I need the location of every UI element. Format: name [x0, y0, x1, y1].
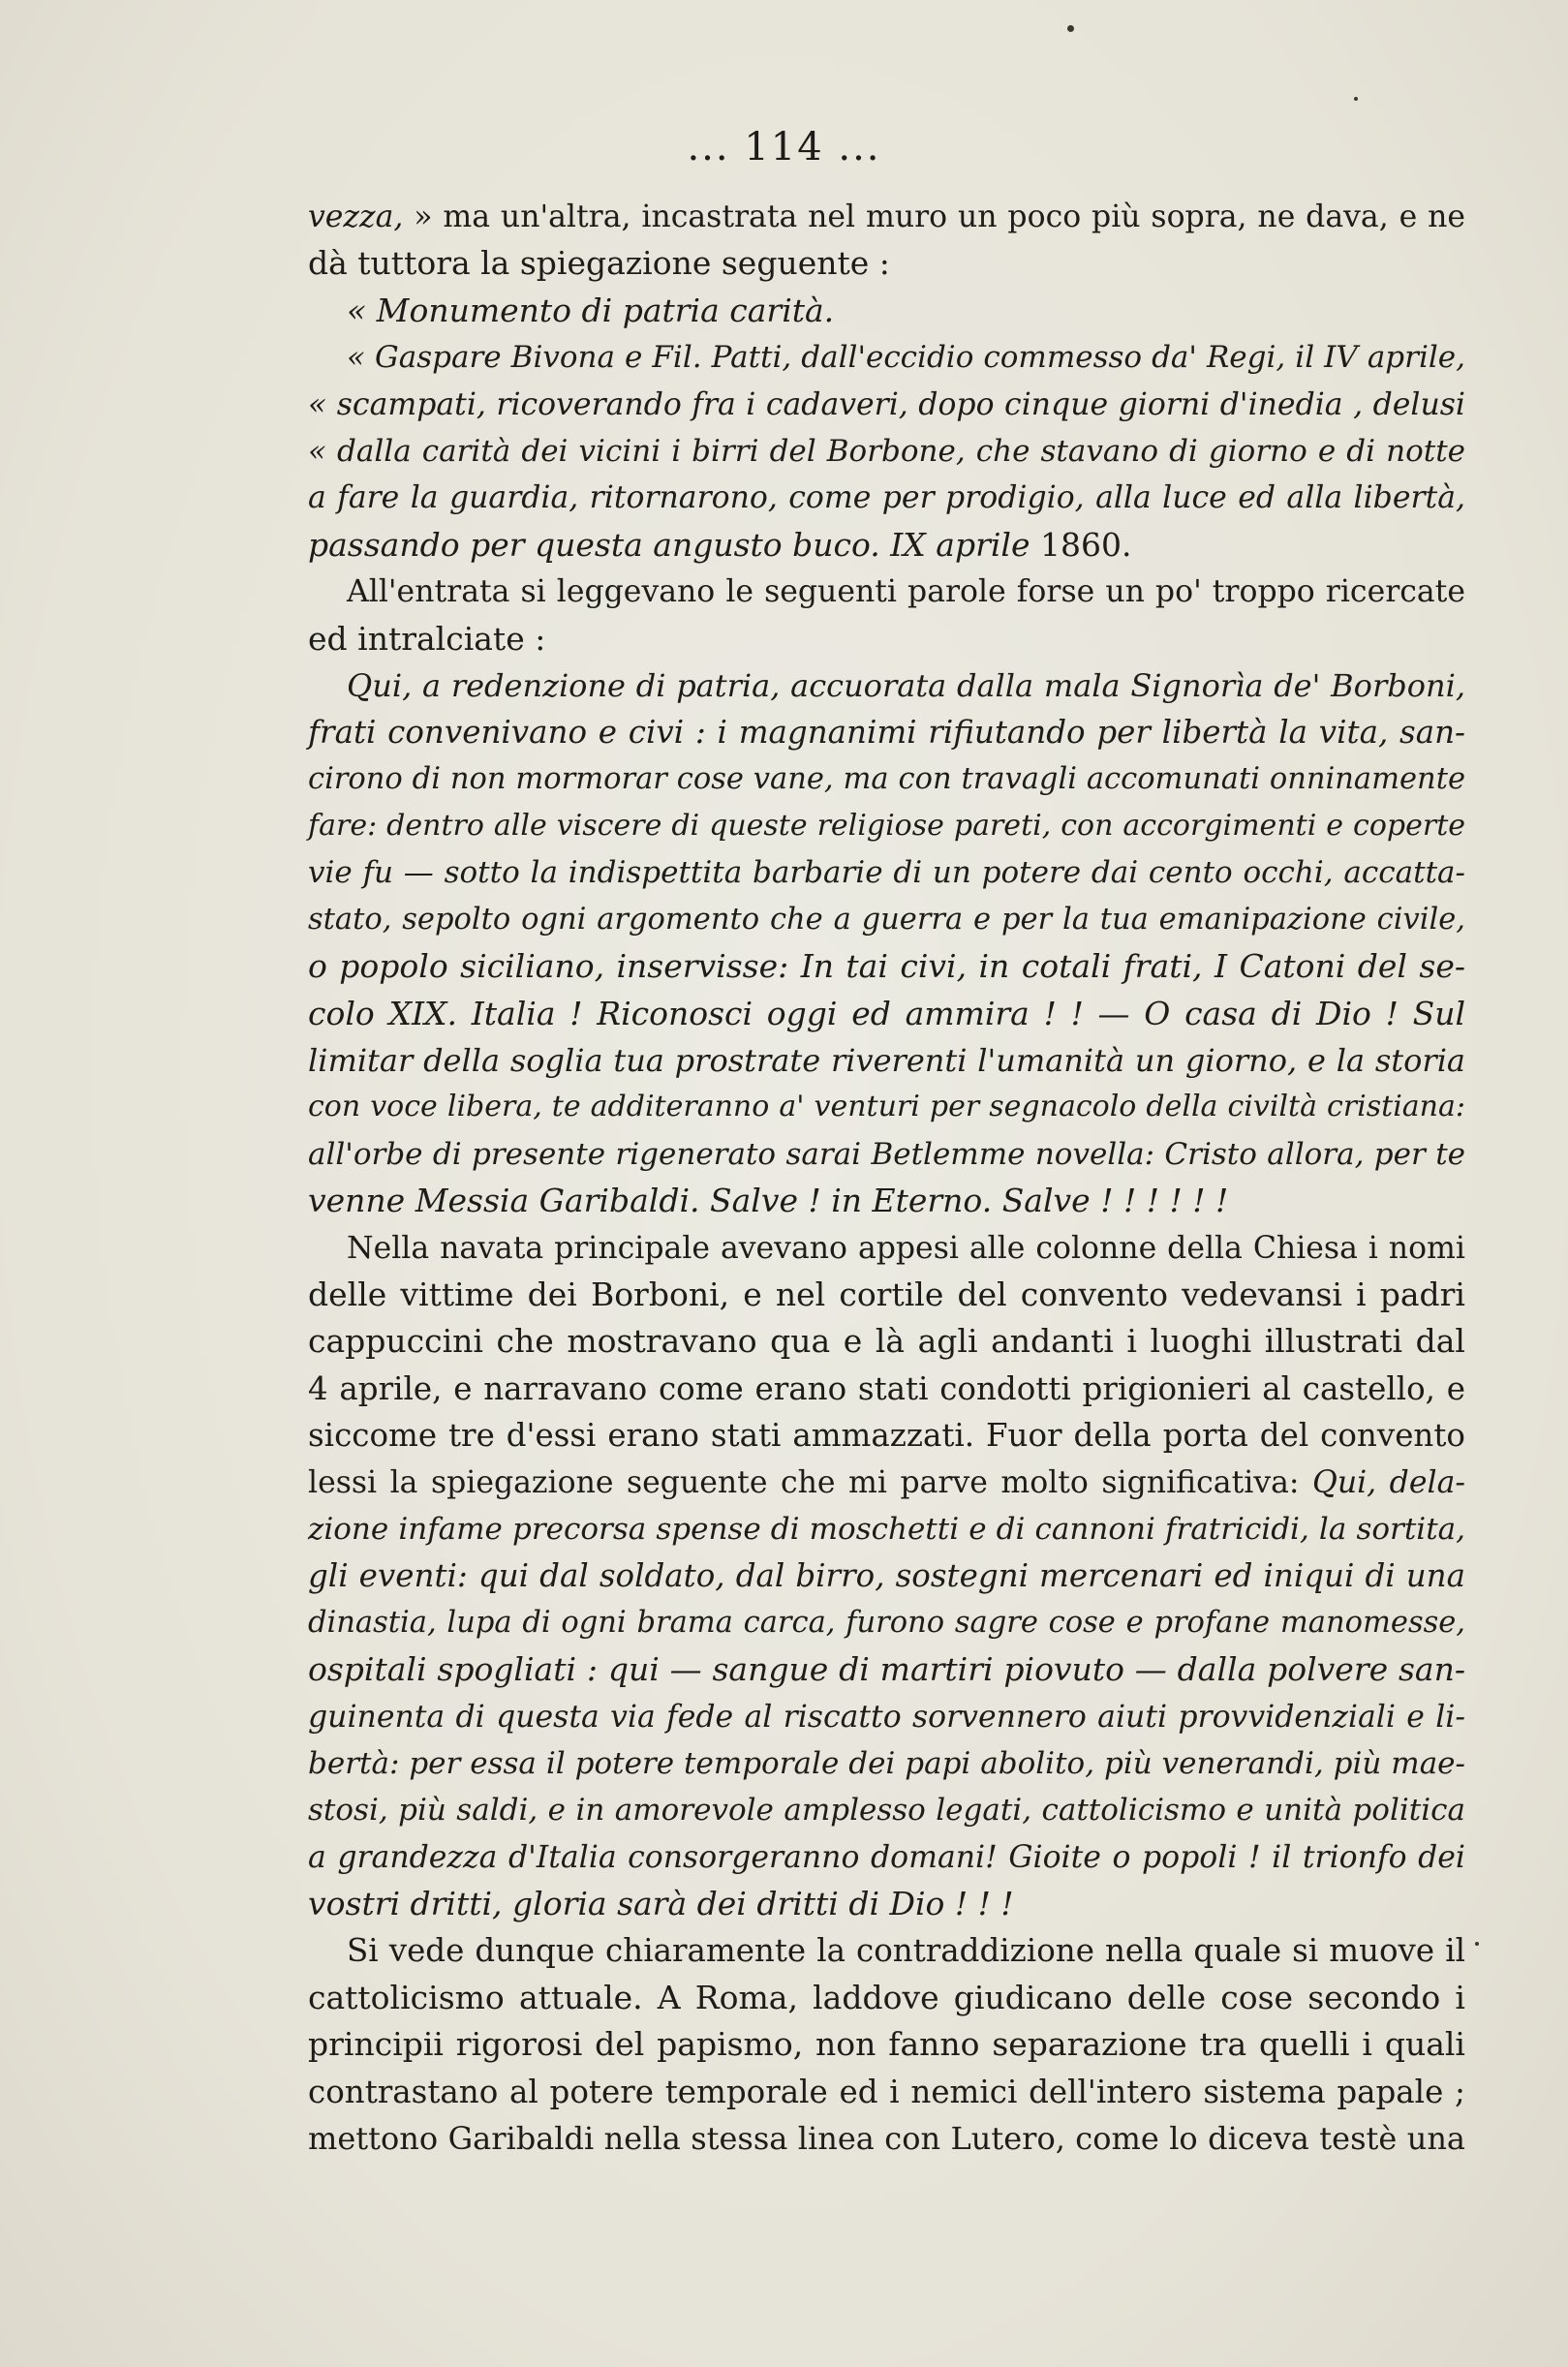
text-line [308, 1740, 1465, 1787]
italic-text-run: cirono di non mormorar cose vane, ma con travagli accomunati onninamente [308, 761, 1465, 796]
italic-text-run: « Gaspare Bivona e Fil. Patti, dall'eccidio commesso da' Regi, il IV aprile, [347, 340, 1465, 376]
italic-text-run: stosi, più saldi, e in amorevole amplesso legati, cattolicismo e unità politica [308, 1793, 1465, 1829]
text-run: delle vittime dei Borboni, e nel cortile del convento vedevansi i padri [308, 1275, 1465, 1313]
text-run: ed intralciate : [308, 619, 546, 658]
text-line [308, 2115, 1465, 2162]
italic-text-run: vie fu — sotto la indispettita barbarie di un potere dai cento occhi, accatta- [308, 855, 1465, 891]
text-line [308, 1225, 1465, 1272]
text-line [308, 662, 1465, 709]
text-run: 4 aprile, e narravano come erano stati condotti prigionieri al castello, e [308, 1369, 1465, 1407]
text-line [308, 1506, 1465, 1552]
text-line [308, 1600, 1465, 1646]
text-line [308, 1694, 1465, 1740]
italic-text-run: Qui, a redenzione di patria, accuorata dalla mala Signorìa de' Borboni, [347, 666, 1465, 704]
text-line [308, 803, 1465, 849]
text-line [308, 897, 1465, 943]
page-number-header: ... 114 ... [687, 125, 881, 169]
italic-text-run: frati convenivano e civi : i magnanimi rifiutando per libertà la vita, san- [308, 714, 1465, 752]
italic-text-run: passando per questa angusto buco. IX aprile [308, 525, 1030, 564]
text-run: 1860. [1030, 525, 1132, 564]
text-line [308, 2021, 1465, 2068]
italic-text-run: « dalla carità dei vicini i birri del Borbone, che stavano di giorno e di notte [308, 433, 1465, 469]
text-line [308, 1037, 1465, 1084]
body-text [308, 194, 1465, 2162]
text-line [308, 1927, 1465, 1974]
text-line [308, 428, 1465, 475]
text-line [308, 1881, 1465, 1927]
text-run: Si vede dunque chiaramente la contraddizione nella quale si muove il [347, 1932, 1465, 1970]
italic-text-run: vostri dritti, gloria sarà dei dritti di Dio ! ! ! [308, 1885, 1014, 1923]
italic-text-run: o popolo siciliano, inservisse: In tai civi, in cotali frati, I Catoni del se- [308, 947, 1465, 986]
text-run: cappuccini che mostravano qua e là agli andanti i luoghi illustrati dal [308, 1322, 1465, 1361]
italic-text-run: venne Messia Garibaldi. Salve ! in Eterno. Salve ! ! ! ! ! ! [308, 1182, 1229, 1220]
text-run: contrastano al potere temporale ed i nemici dell'intero sistema papale ; [308, 2073, 1465, 2110]
text-line [308, 756, 1465, 803]
text-line [308, 2069, 1465, 2115]
italic-text-run: « Monumento di patria carità. [347, 291, 835, 329]
text-line [308, 1834, 1465, 1881]
italic-text-run: vezza, [308, 200, 404, 234]
italic-text-run: dinastia, lupa di ogni brama carca, furono sagre cose e profane manomesse, [308, 1605, 1465, 1640]
print-speck [1475, 1942, 1479, 1946]
text-line [308, 849, 1465, 896]
text-run: dà tuttora la spiegazione seguente : [308, 244, 890, 283]
italic-text-run: fare: dentro alle viscere di queste religiose pareti, con accorgimenti e coperte [308, 809, 1465, 844]
text-line [308, 1552, 1465, 1599]
italic-text-run: limitar della soglia tua prostrate riverenti l'umanità un giorno, e la storia [308, 1042, 1465, 1080]
text-line [308, 475, 1465, 521]
text-line [308, 334, 1465, 381]
print-speck [1067, 25, 1074, 32]
italic-text-run: a fare la guardia, ritornarono, come per prodigio, alla luce ed alla libertà, [308, 480, 1465, 516]
italic-text-run: bertà: per essa il potere temporale dei papi abolito, più venerandi, più mae- [308, 1745, 1465, 1781]
text-line [308, 1178, 1465, 1224]
text-line [308, 616, 1465, 662]
text-line [308, 1318, 1465, 1365]
text-run: siccome tre d'essi erano stati ammazzati. Fuor della porta del convento [308, 1417, 1465, 1455]
italic-text-run: stato, sepolto ogni argomento che a guerra e per la tua emanipazione civile, [308, 902, 1465, 937]
text-line [308, 1975, 1465, 2021]
text-line [308, 288, 1465, 334]
italic-text-run: zione infame precorsa spense di moschetti e di cannoni fratricidi, la sortita, [308, 1511, 1465, 1547]
text-line [308, 1131, 1465, 1178]
text-line [308, 1787, 1465, 1833]
text-line [308, 1084, 1465, 1130]
text-line [308, 943, 1465, 990]
text-line [308, 194, 1465, 240]
text-line [308, 382, 1465, 428]
italic-text-run: colo XIX. Italia ! Riconosci oggi ed ammira ! ! — O casa di Dio ! Sul [308, 994, 1465, 1032]
text-run: mettono Garibaldi nella stessa linea con Lutero, come lo diceva testè una [308, 2120, 1465, 2158]
italic-text-run: ospitali spogliati : qui — sangue di martiri piovuto — dalla polvere san- [308, 1650, 1465, 1689]
text-line [308, 1272, 1465, 1318]
text-line [308, 991, 1465, 1037]
text-line [308, 240, 1465, 287]
italic-text-run: all'orbe di presente rigenerato sarai Betlemme novella: Cristo allora, per te [308, 1136, 1465, 1172]
italic-text-run: Qui, dela- [1312, 1464, 1465, 1500]
text-run: lessi la spiegazione seguente che mi parve molto significativa: [308, 1464, 1312, 1500]
text-line [308, 569, 1465, 615]
italic-text-run: « scampati, ricoverando fra i cadaveri, dopo cinque giorni d'inedia , delusi [308, 386, 1465, 422]
text-line [308, 1460, 1465, 1506]
text-line [308, 1646, 1465, 1693]
italic-text-run: gli eventi: qui dal soldato, dal birro, sostegni mercenari ed iniqui di una [308, 1557, 1465, 1595]
text-line [308, 522, 1465, 569]
italic-text-run: guinenta di questa via fede al riscatto sorvennero aiuti provvidenziali e li- [308, 1699, 1465, 1735]
text-line [308, 709, 1465, 755]
text-run: cattolicismo attuale. A Roma, laddove giudicano delle cose secondo i [308, 1978, 1465, 2016]
text-line [308, 1366, 1465, 1412]
italic-text-run: con voce libera, te additeranno a' venturi per segnacolo della civiltà cristiana: [308, 1090, 1465, 1124]
text-run: Nella navata principale avevano appesi alle colonne della Chiesa i nomi [347, 1230, 1465, 1266]
text-run: » ma un'altra, incastrata nel muro un poco più sopra, ne dava, e ne [403, 200, 1465, 234]
text-run: All'entrata si leggevano le seguenti parole forse un po' troppo ricercate [347, 574, 1465, 610]
italic-text-run: a grandezza d'Italia consorgeranno domani! Gioite o popoli ! il trionfo dei [308, 1839, 1465, 1875]
text-run: principii rigorosi del papismo, non fanno separazione tra quelli i quali [308, 2025, 1465, 2064]
text-line [308, 1412, 1465, 1459]
print-speck [1354, 97, 1358, 101]
